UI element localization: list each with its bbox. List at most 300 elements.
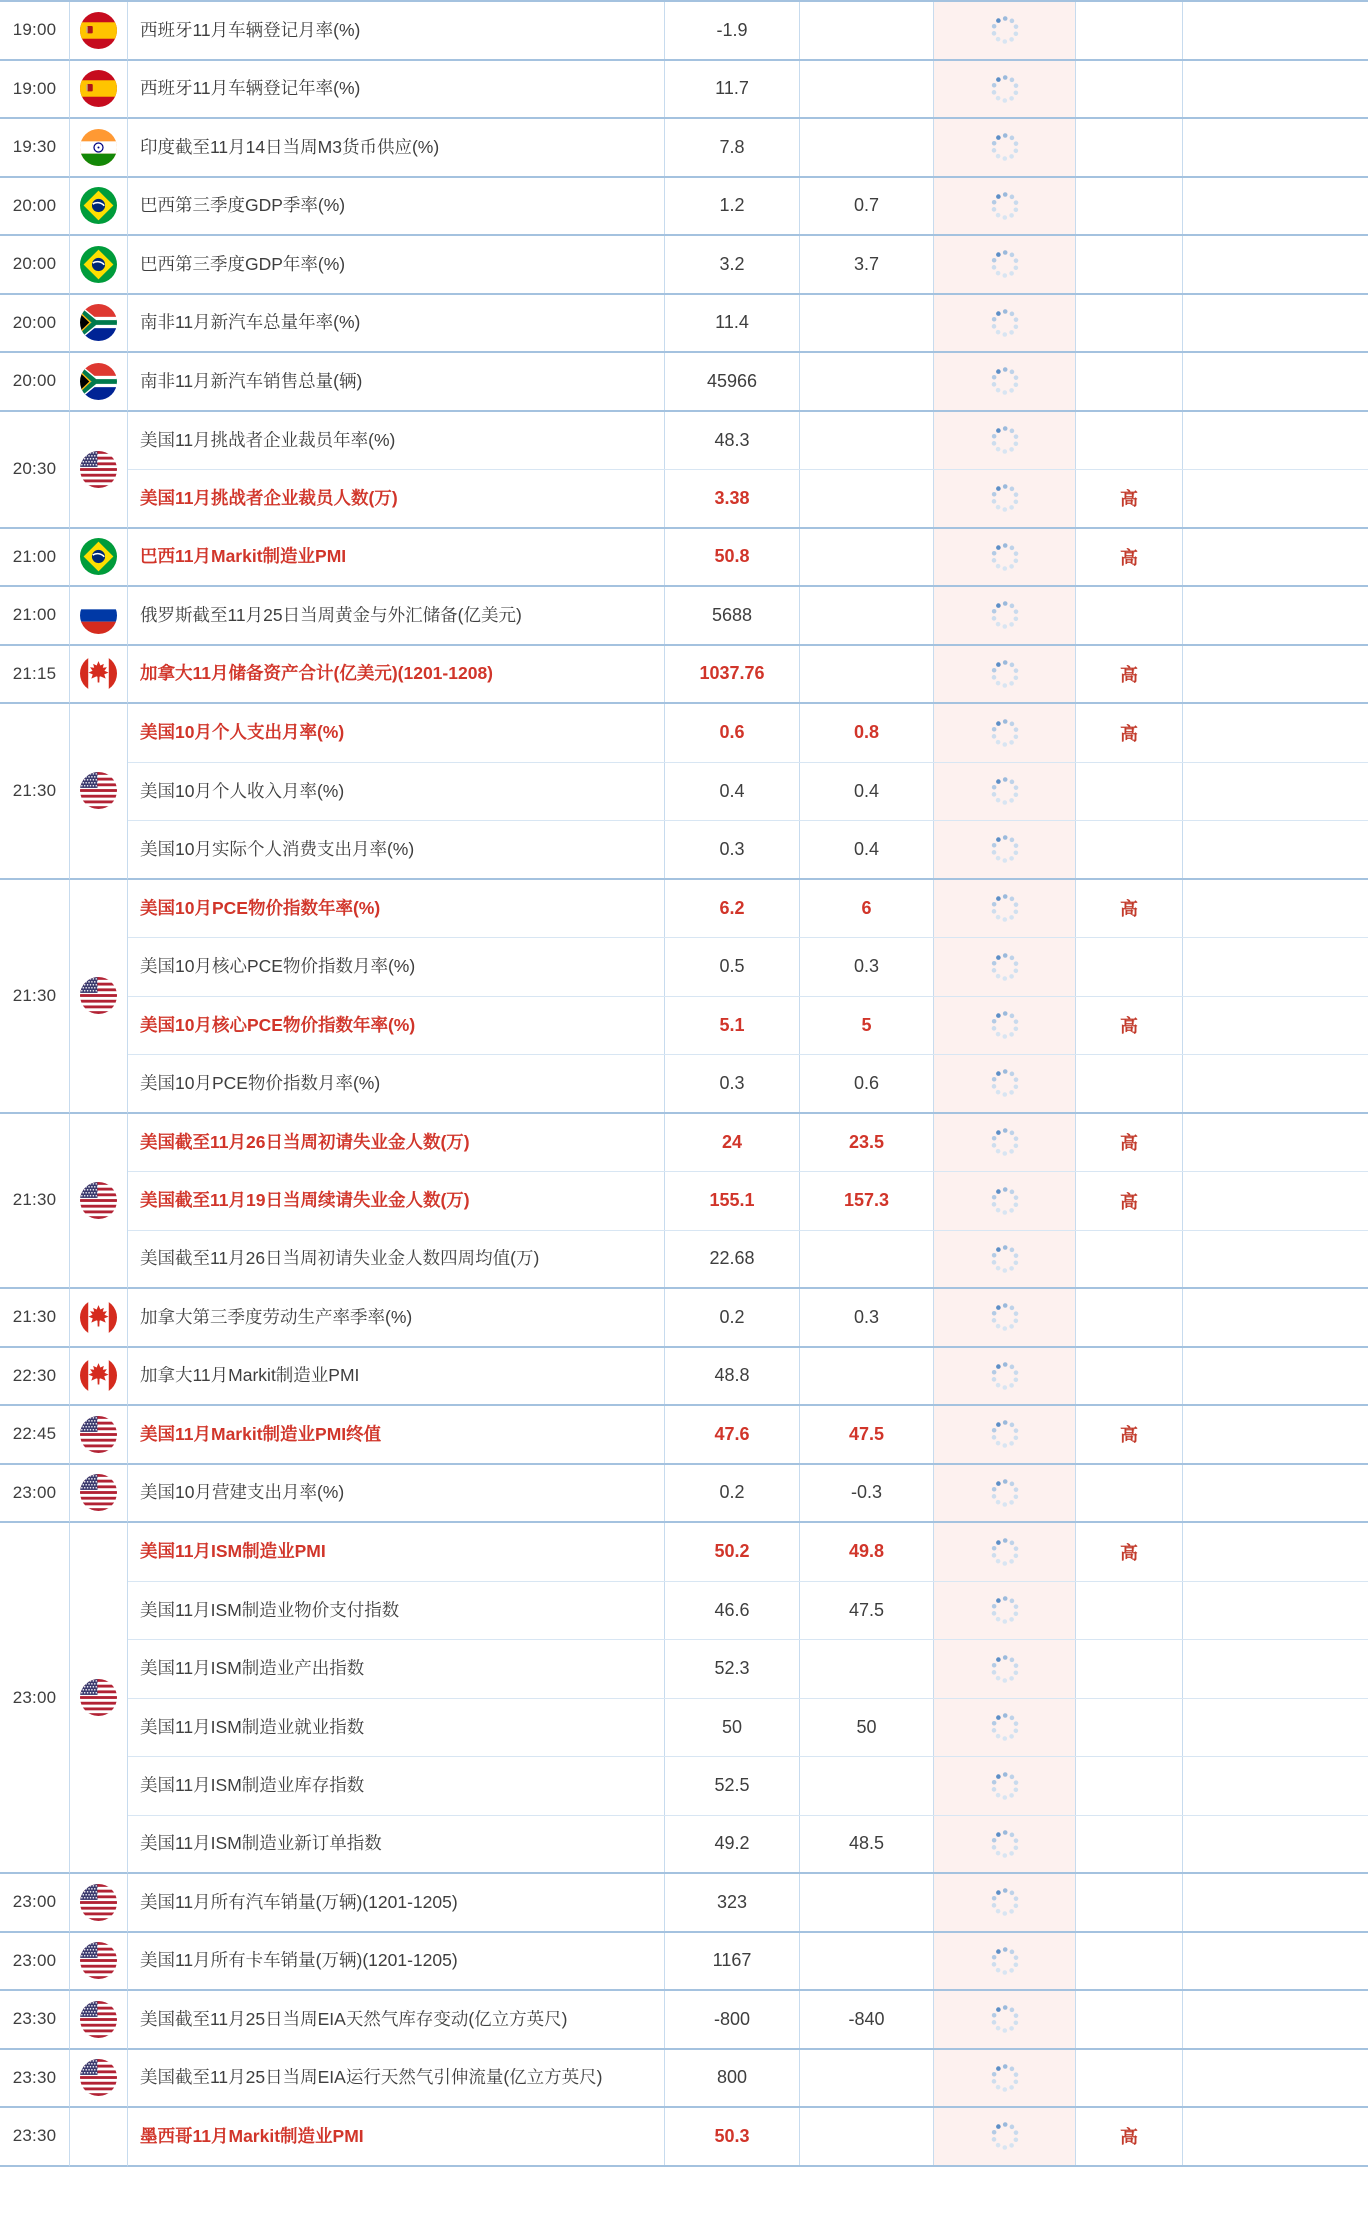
empty-cell bbox=[1183, 763, 1368, 821]
pending-data-cell bbox=[934, 1231, 1076, 1288]
importance-cell bbox=[1076, 119, 1183, 176]
calendar-group bbox=[0, 880, 1368, 1114]
time-cell: 23:30 bbox=[0, 2050, 70, 2109]
empty-cell bbox=[1183, 1757, 1368, 1815]
forecast-value bbox=[800, 2108, 934, 2165]
loading-spinner-icon bbox=[988, 2119, 1022, 2153]
event-name-cell bbox=[128, 1991, 665, 2048]
event-name-cell bbox=[128, 880, 665, 938]
time-cell: 21:30 bbox=[0, 704, 70, 880]
importance-cell bbox=[1076, 295, 1183, 352]
event-name: 南非11月新汽车总量年率(%) bbox=[140, 312, 361, 333]
event-row[interactable] bbox=[128, 61, 1368, 120]
event-name-cell bbox=[128, 1114, 665, 1172]
event-name-cell bbox=[128, 2108, 665, 2165]
event-row[interactable] bbox=[128, 295, 1368, 354]
time-cell: 22:45 bbox=[0, 1406, 70, 1465]
event-row[interactable] bbox=[128, 1874, 1368, 1933]
loading-spinner-icon bbox=[988, 2061, 1022, 2095]
event-row[interactable] bbox=[128, 2, 1368, 61]
group-rows bbox=[128, 704, 1368, 880]
calendar-group bbox=[0, 704, 1368, 880]
event-row[interactable] bbox=[128, 236, 1368, 295]
flag-usa-icon bbox=[70, 1114, 128, 1290]
group-rows bbox=[128, 2, 1368, 61]
forecast-value: 3.7 bbox=[800, 236, 934, 293]
flag-usa-icon bbox=[70, 704, 128, 880]
actual-value: 46.6 bbox=[665, 1582, 800, 1640]
event-row[interactable] bbox=[128, 1699, 1368, 1758]
event-name: 美国11月Markit制造业PMI终值 bbox=[140, 1423, 382, 1444]
pending-data-cell bbox=[934, 880, 1076, 938]
loading-spinner-icon bbox=[988, 891, 1022, 925]
actual-value: 50.8 bbox=[665, 529, 800, 586]
calendar-group bbox=[0, 1933, 1368, 1992]
event-name-cell bbox=[128, 470, 665, 527]
actual-value: 0.5 bbox=[665, 938, 800, 996]
time-cell: 23:00 bbox=[0, 1523, 70, 1874]
empty-cell bbox=[1183, 704, 1368, 762]
pending-data-cell bbox=[934, 2050, 1076, 2107]
actual-value: 5688 bbox=[665, 587, 800, 644]
forecast-value bbox=[800, 529, 934, 586]
event-row[interactable] bbox=[128, 529, 1368, 588]
event-row[interactable] bbox=[128, 1640, 1368, 1699]
event-name: 美国10月营建支出月率(%) bbox=[140, 1482, 345, 1503]
event-name: 美国11月ISM制造业就业指数 bbox=[140, 1716, 365, 1737]
empty-cell bbox=[1183, 1231, 1368, 1288]
time-cell: 23:00 bbox=[0, 1874, 70, 1933]
pending-data-cell bbox=[934, 1289, 1076, 1346]
loading-spinner-icon bbox=[988, 1593, 1022, 1627]
loading-spinner-icon bbox=[988, 1359, 1022, 1393]
calendar-group bbox=[0, 529, 1368, 588]
event-name-cell bbox=[128, 1406, 665, 1463]
group-rows bbox=[128, 178, 1368, 237]
pending-data-cell bbox=[934, 1114, 1076, 1172]
importance-cell bbox=[1076, 1348, 1183, 1405]
loading-spinner-icon bbox=[988, 1885, 1022, 1919]
calendar-group bbox=[0, 2, 1368, 61]
event-name-cell bbox=[128, 295, 665, 352]
pending-data-cell bbox=[934, 1933, 1076, 1990]
event-name: 美国10月PCE物价指数年率(%) bbox=[140, 897, 381, 918]
time-cell: 23:00 bbox=[0, 1465, 70, 1524]
event-name-cell bbox=[128, 2050, 665, 2107]
high-importance-badge: 高 bbox=[1120, 899, 1138, 920]
event-name: 俄罗斯截至11月25日当周黄金与外汇储备(亿美元) bbox=[140, 604, 522, 625]
actual-value: 3.38 bbox=[665, 470, 800, 527]
empty-cell bbox=[1183, 295, 1368, 352]
event-row[interactable] bbox=[128, 1406, 1368, 1465]
empty-cell bbox=[1183, 880, 1368, 938]
importance-cell bbox=[1076, 938, 1183, 996]
loading-spinner-icon bbox=[988, 540, 1022, 574]
forecast-value bbox=[800, 470, 934, 527]
time-cell: 23:30 bbox=[0, 2108, 70, 2167]
event-name: 美国11月ISM制造业PMI bbox=[140, 1541, 326, 1562]
importance-cell bbox=[1076, 1465, 1183, 1522]
event-row[interactable] bbox=[128, 119, 1368, 178]
importance-cell bbox=[1076, 821, 1183, 878]
importance-cell bbox=[1076, 704, 1183, 762]
empty-cell bbox=[1183, 1640, 1368, 1698]
pending-data-cell bbox=[934, 1757, 1076, 1815]
event-row[interactable] bbox=[128, 880, 1368, 939]
pending-data-cell bbox=[934, 1640, 1076, 1698]
empty-cell bbox=[1183, 1523, 1368, 1581]
empty-cell bbox=[1183, 353, 1368, 410]
forecast-value: 0.8 bbox=[800, 704, 934, 762]
pending-data-cell bbox=[934, 763, 1076, 821]
forecast-value bbox=[800, 2050, 934, 2107]
event-row[interactable] bbox=[128, 938, 1368, 997]
event-row[interactable] bbox=[128, 1055, 1368, 1114]
high-importance-badge: 高 bbox=[1120, 1191, 1138, 1212]
pending-data-cell bbox=[934, 938, 1076, 996]
loading-spinner-icon bbox=[988, 657, 1022, 691]
pending-data-cell bbox=[934, 704, 1076, 762]
event-row[interactable] bbox=[128, 353, 1368, 412]
empty-cell bbox=[1183, 646, 1368, 703]
event-name: 美国11月ISM制造业产出指数 bbox=[140, 1658, 365, 1679]
loading-spinner-icon bbox=[988, 716, 1022, 750]
calendar-group bbox=[0, 2108, 1368, 2167]
pending-data-cell bbox=[934, 1172, 1076, 1230]
actual-value: 1167 bbox=[665, 1933, 800, 1990]
event-row[interactable] bbox=[128, 1582, 1368, 1641]
time-cell: 21:30 bbox=[0, 880, 70, 1114]
forecast-value bbox=[800, 1231, 934, 1288]
high-importance-badge: 高 bbox=[1120, 723, 1138, 744]
empty-cell bbox=[1183, 2108, 1368, 2165]
empty-cell bbox=[1183, 587, 1368, 644]
group-rows bbox=[128, 1289, 1368, 1348]
importance-cell bbox=[1076, 1640, 1183, 1698]
importance-cell bbox=[1076, 1114, 1183, 1172]
event-row[interactable] bbox=[128, 470, 1368, 529]
forecast-value: 0.3 bbox=[800, 1289, 934, 1346]
time-cell: 20:00 bbox=[0, 353, 70, 412]
group-rows bbox=[128, 1465, 1368, 1524]
pending-data-cell bbox=[934, 470, 1076, 527]
event-name: 墨西哥11月Markit制造业PMI bbox=[140, 2125, 364, 2146]
flag-usa-icon bbox=[70, 1523, 128, 1874]
empty-cell bbox=[1183, 61, 1368, 118]
empty-cell bbox=[1183, 1114, 1368, 1172]
importance-cell bbox=[1076, 236, 1183, 293]
actual-value: 0.2 bbox=[665, 1289, 800, 1346]
actual-value: 50.3 bbox=[665, 2108, 800, 2165]
importance-cell bbox=[1076, 2, 1183, 59]
event-row[interactable] bbox=[128, 763, 1368, 822]
event-row[interactable] bbox=[128, 821, 1368, 880]
actual-value: 52.3 bbox=[665, 1640, 800, 1698]
event-name: 美国11月ISM制造业物价支付指数 bbox=[140, 1599, 400, 1620]
loading-spinner-icon bbox=[988, 2002, 1022, 2036]
calendar-group bbox=[0, 587, 1368, 646]
event-name: 美国11月挑战者企业裁员年率(%) bbox=[140, 429, 396, 450]
pending-data-cell bbox=[934, 1055, 1076, 1112]
loading-spinner-icon bbox=[988, 306, 1022, 340]
pending-data-cell bbox=[934, 1991, 1076, 2048]
loading-spinner-icon bbox=[988, 832, 1022, 866]
loading-spinner-icon bbox=[988, 130, 1022, 164]
event-row[interactable] bbox=[128, 704, 1368, 763]
event-name: 美国10月核心PCE物价指数月率(%) bbox=[140, 956, 416, 977]
group-rows bbox=[128, 412, 1368, 529]
event-name-cell bbox=[128, 821, 665, 878]
high-importance-badge: 高 bbox=[1120, 1133, 1138, 1154]
pending-data-cell bbox=[934, 412, 1076, 470]
calendar-group bbox=[0, 61, 1368, 120]
importance-cell bbox=[1076, 1699, 1183, 1757]
loading-spinner-icon bbox=[988, 950, 1022, 984]
forecast-value bbox=[800, 1874, 934, 1931]
event-name: 美国截至11月26日当周初请失业金人数(万) bbox=[140, 1131, 470, 1152]
pending-data-cell bbox=[934, 997, 1076, 1055]
actual-value: 22.68 bbox=[665, 1231, 800, 1288]
event-name-cell bbox=[128, 1172, 665, 1230]
event-row[interactable] bbox=[128, 1114, 1368, 1173]
event-name: 巴西11月Markit制造业PMI bbox=[140, 546, 347, 567]
forecast-value: 49.8 bbox=[800, 1523, 934, 1581]
actual-value: 45966 bbox=[665, 353, 800, 410]
event-row[interactable] bbox=[128, 412, 1368, 471]
event-name: 巴西第三季度GDP季率(%) bbox=[140, 195, 346, 216]
group-rows bbox=[128, 646, 1368, 705]
event-row[interactable] bbox=[128, 1933, 1368, 1992]
importance-cell bbox=[1076, 470, 1183, 527]
flag-empty bbox=[70, 2108, 128, 2167]
loading-spinner-icon bbox=[988, 1066, 1022, 1100]
empty-cell bbox=[1183, 119, 1368, 176]
calendar-group bbox=[0, 1289, 1368, 1348]
event-row[interactable] bbox=[128, 178, 1368, 237]
empty-cell bbox=[1183, 1874, 1368, 1931]
actual-value: 155.1 bbox=[665, 1172, 800, 1230]
event-name-cell bbox=[128, 1874, 665, 1931]
loading-spinner-icon bbox=[988, 1710, 1022, 1744]
event-name-cell bbox=[128, 1465, 665, 1522]
event-name-cell bbox=[128, 529, 665, 586]
time-cell: 23:30 bbox=[0, 1991, 70, 2050]
event-name: 美国10月实际个人消费支出月率(%) bbox=[140, 838, 415, 859]
empty-cell bbox=[1183, 412, 1368, 470]
group-rows bbox=[128, 236, 1368, 295]
actual-value: 48.8 bbox=[665, 1348, 800, 1405]
loading-spinner-icon bbox=[988, 189, 1022, 223]
forecast-value bbox=[800, 587, 934, 644]
forecast-value bbox=[800, 1640, 934, 1698]
pending-data-cell bbox=[934, 1523, 1076, 1581]
empty-cell bbox=[1183, 1406, 1368, 1463]
pending-data-cell bbox=[934, 587, 1076, 644]
calendar-group bbox=[0, 1348, 1368, 1407]
group-rows bbox=[128, 1114, 1368, 1290]
flag-canada-icon bbox=[70, 1289, 128, 1348]
event-name-cell bbox=[128, 1699, 665, 1757]
pending-data-cell bbox=[934, 236, 1076, 293]
event-row[interactable] bbox=[128, 997, 1368, 1056]
calendar-group bbox=[0, 2050, 1368, 2109]
event-name-cell bbox=[128, 1348, 665, 1405]
actual-value: 11.4 bbox=[665, 295, 800, 352]
time-cell: 20:00 bbox=[0, 178, 70, 237]
flag-brazil-icon bbox=[70, 529, 128, 588]
actual-value: 50.2 bbox=[665, 1523, 800, 1581]
empty-cell bbox=[1183, 1933, 1368, 1990]
time-cell: 23:00 bbox=[0, 1933, 70, 1992]
empty-cell bbox=[1183, 1172, 1368, 1230]
event-name-cell bbox=[128, 1523, 665, 1581]
loading-spinner-icon bbox=[988, 1184, 1022, 1218]
loading-spinner-icon bbox=[988, 774, 1022, 808]
time-cell: 21:15 bbox=[0, 646, 70, 705]
event-name-cell bbox=[128, 587, 665, 644]
pending-data-cell bbox=[934, 1699, 1076, 1757]
event-name: 美国11月所有卡车销量(万辆)(1201-1205) bbox=[140, 1950, 458, 1971]
pending-data-cell bbox=[934, 821, 1076, 878]
event-name: 印度截至11月14日当周M3货币供应(%) bbox=[140, 136, 440, 157]
forecast-value bbox=[800, 353, 934, 410]
time-cell: 20:00 bbox=[0, 295, 70, 354]
loading-spinner-icon bbox=[988, 1769, 1022, 1803]
flag-usa-icon bbox=[70, 412, 128, 529]
empty-cell bbox=[1183, 2050, 1368, 2107]
forecast-value bbox=[800, 119, 934, 176]
event-name-cell bbox=[128, 1640, 665, 1698]
empty-cell bbox=[1183, 997, 1368, 1055]
event-row[interactable] bbox=[128, 1757, 1368, 1816]
flag-usa-icon bbox=[70, 1991, 128, 2050]
flag-south-africa-icon bbox=[70, 295, 128, 354]
loading-spinner-icon bbox=[988, 13, 1022, 47]
event-row[interactable] bbox=[128, 2050, 1368, 2109]
actual-value: 1037.76 bbox=[665, 646, 800, 703]
event-row[interactable] bbox=[128, 646, 1368, 705]
event-name: 美国截至11月19日当周续请失业金人数(万) bbox=[140, 1190, 470, 1211]
event-row[interactable] bbox=[128, 1991, 1368, 2050]
importance-cell bbox=[1076, 1055, 1183, 1112]
event-name: 加拿大11月储备资产合计(亿美元)(1201-1208) bbox=[140, 663, 493, 684]
actual-value: 0.4 bbox=[665, 763, 800, 821]
event-name-cell bbox=[128, 646, 665, 703]
empty-cell bbox=[1183, 1055, 1368, 1112]
event-row[interactable] bbox=[128, 587, 1368, 646]
importance-cell bbox=[1076, 1757, 1183, 1815]
event-name: 南非11月新汽车销售总量(辆) bbox=[140, 370, 363, 391]
importance-cell bbox=[1076, 1231, 1183, 1288]
group-rows bbox=[128, 529, 1368, 588]
pending-data-cell bbox=[934, 353, 1076, 410]
actual-value: 48.3 bbox=[665, 412, 800, 470]
forecast-value: 0.7 bbox=[800, 178, 934, 235]
actual-value: 24 bbox=[665, 1114, 800, 1172]
time-cell: 21:30 bbox=[0, 1114, 70, 1290]
actual-value: 323 bbox=[665, 1874, 800, 1931]
importance-cell bbox=[1076, 529, 1183, 586]
flag-usa-icon bbox=[70, 1874, 128, 1933]
forecast-value: 0.6 bbox=[800, 1055, 934, 1112]
empty-cell bbox=[1183, 529, 1368, 586]
calendar-group bbox=[0, 119, 1368, 178]
high-importance-badge: 高 bbox=[1120, 489, 1138, 510]
calendar-group bbox=[0, 1465, 1368, 1524]
event-name-cell bbox=[128, 178, 665, 235]
pending-data-cell bbox=[934, 178, 1076, 235]
event-name-cell bbox=[128, 61, 665, 118]
flag-usa-icon bbox=[70, 1933, 128, 1992]
event-name-cell bbox=[128, 1055, 665, 1112]
event-row[interactable] bbox=[128, 1231, 1368, 1290]
importance-cell bbox=[1076, 587, 1183, 644]
empty-cell bbox=[1183, 1816, 1368, 1873]
event-name: 美国10月核心PCE物价指数年率(%) bbox=[140, 1014, 416, 1035]
event-row[interactable] bbox=[128, 1523, 1368, 1582]
actual-value: 3.2 bbox=[665, 236, 800, 293]
importance-cell bbox=[1076, 880, 1183, 938]
flag-spain-icon bbox=[70, 2, 128, 61]
event-name-cell bbox=[128, 1757, 665, 1815]
forecast-value: 0.4 bbox=[800, 763, 934, 821]
event-row[interactable] bbox=[128, 2108, 1368, 2167]
actual-value: 1.2 bbox=[665, 178, 800, 235]
event-name: 西班牙11月车辆登记月率(%) bbox=[140, 19, 361, 40]
event-row[interactable] bbox=[128, 1348, 1368, 1407]
forecast-value bbox=[800, 412, 934, 470]
event-name-cell bbox=[128, 1231, 665, 1288]
event-row[interactable] bbox=[128, 1172, 1368, 1231]
importance-cell bbox=[1076, 1172, 1183, 1230]
event-row[interactable] bbox=[128, 1289, 1368, 1348]
forecast-value bbox=[800, 646, 934, 703]
event-name: 美国10月PCE物价指数月率(%) bbox=[140, 1072, 381, 1093]
flag-usa-icon bbox=[70, 2050, 128, 2109]
empty-cell bbox=[1183, 236, 1368, 293]
forecast-value: 0.3 bbox=[800, 938, 934, 996]
empty-cell bbox=[1183, 178, 1368, 235]
flag-usa-icon bbox=[70, 880, 128, 1114]
importance-cell bbox=[1076, 646, 1183, 703]
event-name-cell bbox=[128, 1816, 665, 1873]
importance-cell bbox=[1076, 1582, 1183, 1640]
event-name-cell bbox=[128, 704, 665, 762]
calendar-group bbox=[0, 1523, 1368, 1874]
calendar-group bbox=[0, 1874, 1368, 1933]
calendar-group bbox=[0, 178, 1368, 237]
actual-value: 50 bbox=[665, 1699, 800, 1757]
event-name-cell bbox=[128, 763, 665, 821]
time-cell: 22:30 bbox=[0, 1348, 70, 1407]
time-cell: 20:00 bbox=[0, 236, 70, 295]
empty-cell bbox=[1183, 938, 1368, 996]
group-rows bbox=[128, 2108, 1368, 2167]
event-name: 美国11月ISM制造业新订单指数 bbox=[140, 1833, 382, 1854]
event-row[interactable] bbox=[128, 1465, 1368, 1524]
flag-india-icon bbox=[70, 119, 128, 178]
loading-spinner-icon bbox=[988, 1476, 1022, 1510]
calendar-group bbox=[0, 1991, 1368, 2050]
importance-cell bbox=[1076, 61, 1183, 118]
time-cell: 21:30 bbox=[0, 1289, 70, 1348]
group-rows bbox=[128, 353, 1368, 412]
loading-spinner-icon bbox=[988, 72, 1022, 106]
group-rows bbox=[128, 119, 1368, 178]
time-cell: 19:00 bbox=[0, 61, 70, 120]
high-importance-badge: 高 bbox=[1120, 664, 1138, 685]
event-row[interactable] bbox=[128, 1816, 1368, 1875]
